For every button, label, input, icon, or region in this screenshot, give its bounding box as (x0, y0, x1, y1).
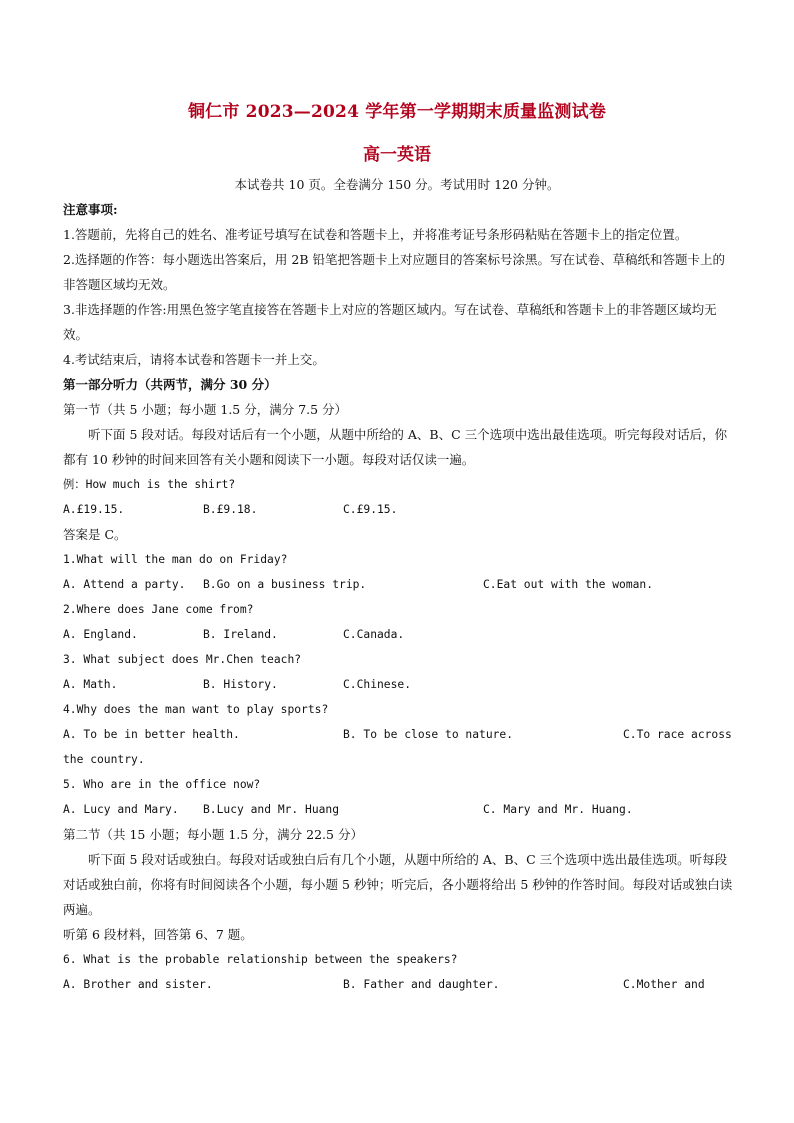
question-5-options (63, 797, 733, 822)
option-a: A. Math. (63, 678, 118, 691)
question-2-options (63, 622, 733, 647)
section1-instructions: 听下面 5 段对话。每段对话后有一个小题，从题中所给的 A、B、C 三个选项中选出最佳选项。听完每段对话后，你都有 10 秒钟的时间来回答有关小题和阅读下一小题。每段对话仅读一遍。 (63, 427, 728, 467)
option-c: C.Mother and (623, 978, 705, 991)
option-a: A. Lucy and Mary. (63, 803, 179, 816)
option-b: B.Lucy and Mr. Huang (203, 803, 340, 816)
section1-heading: 第一节（共 5 小题；每小题 1.5 分，满分 7.5 分） (63, 402, 348, 417)
question-4-options (63, 722, 733, 747)
question-3: 3. What subject does Mr.Chen teach? (63, 653, 302, 666)
example-question: 例：How much is the shirt? (63, 478, 236, 491)
option-a: A. Attend a party. (63, 578, 186, 591)
option-c: C.Chinese. (343, 678, 412, 691)
example-options (63, 497, 733, 522)
section2-instructions: 听下面 5 段对话或独白。每段对话或独白后有几个小题，从题中所给的 A、B、C 三个选项中选出最佳选项。听每段对话或独白前，你将有时间阅读各个小题，每小题 5 秒钟；听完后，各小题将给出 5 秒钟的作答时间。每段对话或独白读两遍。 (63, 852, 733, 917)
example-answer: 答案是 C。 (63, 527, 127, 542)
exam-intro: 本试卷共 10 页。全卷满分 150 分。考试用时 120 分钟。 (234, 177, 560, 192)
question-4: 4.Why does the man want to play sports? (63, 703, 329, 716)
note-item: 2.选择题的作答：每小题选出答案后，用 2B 铅笔把答题卡上对应题目的答案标号涂黑。写在试卷、草稿纸和答题卡上的非答题区域均无效。 (63, 252, 726, 292)
option-c: C.Canada. (343, 628, 405, 641)
note-item: 4.考试结束后，请将本试卷和答题卡一并上交。 (63, 352, 325, 367)
question-5: 5. Who are in the office now? (63, 778, 261, 791)
exam-title: 铜仁市 2023—2024 学年第一学期期末质量监测试卷 (187, 102, 607, 122)
option-a: A. England. (63, 628, 138, 641)
notes-heading: 注意事项: (63, 202, 118, 217)
option-c: C.To race across (623, 728, 732, 741)
option-b: B. Ireland. (203, 628, 278, 641)
option-c: C.£9.15. (343, 503, 398, 516)
option-c-continued: the country. (63, 753, 145, 766)
option-b: B. History. (203, 678, 278, 691)
section2-heading: 第二节（共 15 小题；每小题 1.5 分，满分 22.5 分） (63, 827, 363, 842)
option-a: A.£19.15. (63, 503, 125, 516)
question-6: 6. What is the probable relationship between the speakers? (63, 953, 458, 966)
question-3-options (63, 672, 733, 697)
exam-content (63, 197, 733, 997)
material-6-heading: 听第 6 段材料，回答第 6、7 题。 (63, 927, 253, 942)
note-item: 3.非选择题的作答:用黑色签字笔直接答在答题卡上对应的答题区域内。写在试卷、草稿纸和答题卡上的非答题区域均无效。 (63, 302, 717, 342)
option-b: B. Father and daughter. (343, 978, 500, 991)
question-6-options (63, 972, 733, 997)
part1-heading: 第一部分听力（共两节，满分 30 分） (63, 377, 277, 392)
option-a: A. To be in better health. (63, 728, 240, 741)
question-2: 2.Where does Jane come from? (63, 603, 254, 616)
option-c: C. Mary and Mr. Huang. (483, 803, 633, 816)
question-1-options (63, 572, 733, 597)
option-b: B. To be close to nature. (343, 728, 514, 741)
option-b: B.£9.18. (203, 503, 258, 516)
option-c: C.Eat out with the woman. (483, 578, 654, 591)
option-b: B.Go on a business trip. (203, 578, 367, 591)
option-a: A. Brother and sister. (63, 978, 213, 991)
exam-subject: 高一英语 (363, 145, 431, 165)
note-item: 1.答题前，先将自己的姓名、准考证号填写在试卷和答题卡上，并将准考证号条形码粘贴在答题卡上的指定位置。 (63, 227, 688, 242)
question-1: 1.What will the man do on Friday? (63, 553, 288, 566)
